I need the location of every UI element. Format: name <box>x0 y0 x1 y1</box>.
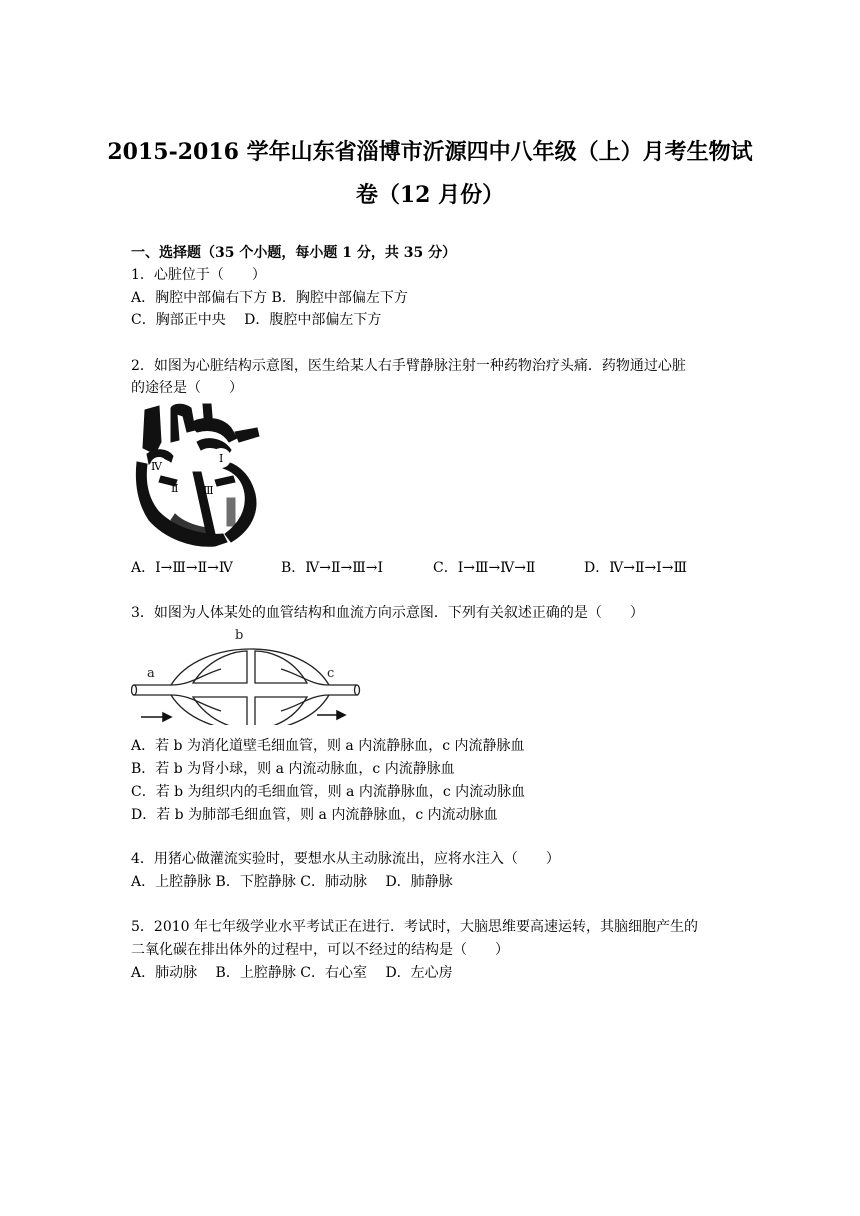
q5-stem-line1: 5．2010 年七年级学业水平考试正在进行．考试时，大脑思维要高速运转，其脑细胞产生的 <box>131 919 698 935</box>
heart-label-3: Ⅲ <box>203 484 214 497</box>
q2-option-d: D．Ⅳ→Ⅱ→Ⅰ→Ⅲ <box>584 560 687 576</box>
vessel-label-c: c <box>327 666 335 681</box>
q4-options: A．上腔静脉 B．下腔静脉 C．肺动脉 D．肺静脉 <box>131 874 453 890</box>
q3-option-a: A．若 b 为消化道壁毛细血管，则 a 内流静脉血，c 内流静脉血 <box>131 738 525 754</box>
heart-label-4: Ⅳ <box>151 460 162 473</box>
q3-option-b: B．若 b 为肾小球，则 a 内流动脉血，c 内流静脉血 <box>131 761 455 777</box>
heart-label-2: Ⅱ <box>171 482 179 495</box>
q2-option-c: C．Ⅰ→Ⅲ→Ⅳ→Ⅱ <box>433 560 536 576</box>
q2-stem-line2: 的途径是（ ） <box>131 380 243 396</box>
q3-option-d: D．若 b 为肺部毛细血管，则 a 内流静脉血，c 内流动脉血 <box>131 807 498 823</box>
q5-stem-line2: 二氧化碳在排出体外的过程中，可以不经过的结构是（ ） <box>131 942 509 958</box>
page-title-line2: 卷（12 月份） <box>355 182 505 208</box>
q2-stem-line1: 2．如图为心脏结构示意图，医生给某人右手臂静脉注射一种药物治疗头痛．药物通过心脏 <box>131 358 686 374</box>
q1-stem: 1．心脏位于（ ） <box>131 267 266 283</box>
q3-option-c: C．若 b 为组织内的毛细血管，则 a 内流静脉血，c 内流动脉血 <box>131 784 526 800</box>
q3-stem: 3．如图为人体某处的血管结构和血流方向示意图．下列有关叙述正确的是（ ） <box>131 605 644 621</box>
heart-label-1: Ⅰ <box>219 452 224 465</box>
q1-options-line1: A．胸腔中部偏右下方 B．胸腔中部偏左下方 <box>131 290 408 306</box>
q4-stem: 4．用猪心做灌流实验时，要想水从主动脉流出，应将水注入（ ） <box>131 851 560 867</box>
page-title-line1: 2015-2016 学年山东省淄博市沂源四中八年级（上）月考生物试 <box>107 139 753 165</box>
q5-options: A．肺动脉 B．上腔静脉 C．右心室 D．左心房 <box>131 965 453 981</box>
blood-vessel-diagram <box>131 625 366 725</box>
q2-option-b: B．Ⅳ→Ⅱ→Ⅲ→Ⅰ <box>281 560 384 576</box>
q2-option-a: A．Ⅰ→Ⅲ→Ⅱ→Ⅳ <box>131 560 233 576</box>
vessel-label-a: a <box>147 666 155 681</box>
q1-options-line2: C．胸部正中央 D．腹腔中部偏左下方 <box>131 312 382 328</box>
heart-diagram <box>131 402 266 547</box>
section-heading: 一、选择题（35 个小题，每小题 1 分，共 35 分） <box>131 245 457 261</box>
vessel-label-b: b <box>235 628 244 643</box>
